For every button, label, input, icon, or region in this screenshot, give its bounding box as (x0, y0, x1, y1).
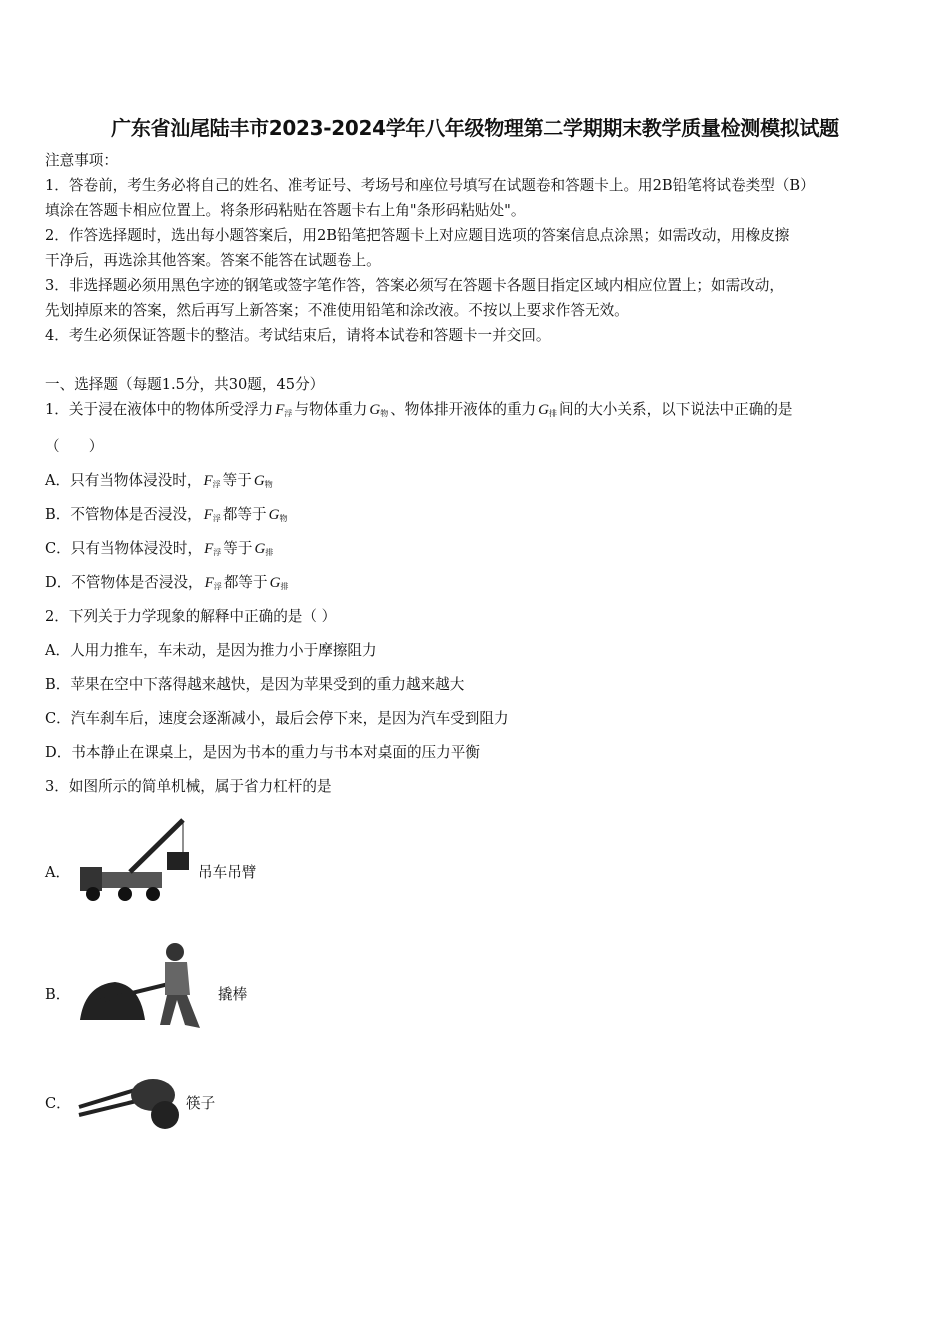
q1-option-b (45, 505, 289, 529)
notice-line: 2．作答选择题时，选出每小题答案后，用2B铅笔把答题卡上对应题目选项的答案信息点涂黑；如需改动，用橡皮擦 (45, 227, 790, 244)
symbol: F (203, 507, 213, 523)
text: 等于 (222, 472, 252, 489)
notice-line: 4．考生必须保证答题卡的整洁。考试结束后，请将本试卷和答题卡一并交回。 (45, 327, 551, 344)
text: 间的大小关系，以下说法中正确的是 (559, 401, 793, 418)
notice-line: 干净后，再选涂其他答案。答案不能答在试题卷上。 (45, 252, 381, 269)
q2-option-b: B．苹果在空中下落得越来越快，是因为苹果受到的重力越来越大 (45, 676, 465, 693)
text: C．只有当物体浸没时， (45, 540, 203, 557)
subscript: 物 (380, 409, 389, 418)
q3-option-a-letter: A． (45, 864, 71, 881)
q2-option-a: A．人用力推车，车未动，是因为推力小于摩擦阻力 (45, 642, 377, 659)
subscript: 排 (549, 409, 557, 418)
q3-option-a-caption: 吊车吊臂 (198, 864, 257, 881)
subscript: 物 (264, 480, 273, 489)
symbol: G (268, 507, 280, 523)
notice-heading: 注意事项： (45, 152, 118, 169)
question-1-stem (45, 400, 793, 424)
symbol: F (203, 473, 213, 489)
answer-parentheses: （ ） (45, 438, 104, 455)
chopsticks-image (75, 1065, 185, 1135)
notice-line: 先划掉原来的答案，然后再写上新答案；不准使用铅笔和涂改液。不按以上要求作答无效。 (45, 302, 629, 319)
section-heading: 一、选择题（每题1.5分，共30题，45分） (45, 376, 325, 393)
text: D．不管物体是否浸没， (45, 574, 203, 591)
q1-option-c (45, 539, 275, 563)
subscript: 浮 (284, 409, 293, 418)
crowbar-image (75, 940, 220, 1032)
symbol: F (204, 575, 214, 591)
question-2-stem: 2．下列关于力学现象的解释中正确的是（ ） (45, 608, 337, 625)
subscript: 浮 (212, 480, 221, 489)
subscript: 排 (280, 582, 289, 591)
q1-option-a (45, 471, 275, 495)
q2-option-d: D．书本静止在课桌上，是因为书本的重力与书本对桌面的压力平衡 (45, 744, 480, 761)
q2-option-c: C．汽车刹车后，速度会逐渐减小，最后会停下来，是因为汽车受到阻力 (45, 710, 509, 727)
q3-option-c-letter: C． (45, 1095, 71, 1112)
text: 都等于 (222, 506, 267, 523)
page-title: 广东省汕尾陆丰市2023-2024学年八年级物理第二学期期末教学质量检测模拟试题 (111, 116, 839, 140)
text: 都等于 (223, 574, 268, 591)
symbol: G (253, 473, 265, 489)
symbol: F (275, 402, 285, 418)
text: 1．关于浸在液体中的物体所受浮力 (45, 401, 274, 418)
text: 、物体排开液体的重力 (390, 401, 537, 418)
question-3-stem: 3．如图所示的简单机械，属于省力杠杆的是 (45, 778, 332, 795)
subscript: 浮 (212, 514, 221, 523)
symbol: G (269, 575, 281, 591)
subscript: 物 (279, 514, 288, 523)
symbol: G (254, 541, 266, 557)
symbol: G (369, 402, 381, 418)
notice-line: 1．答卷前，考生务必将自己的姓名、准考证号、考场号和座位号填写在试题卷和答题卡上。用2B铅笔将试卷类型（B） (45, 177, 815, 194)
q3-option-c-caption: 筷子 (186, 1095, 216, 1112)
q1-option-d (45, 573, 290, 597)
subscript: 浮 (213, 582, 222, 591)
subscript: 浮 (213, 548, 222, 557)
text: B．不管物体是否浸没， (45, 506, 202, 523)
text: A．只有当物体浸没时， (45, 472, 202, 489)
q3-option-b-caption: 撬棒 (218, 986, 248, 1003)
text: 与物体重力 (294, 401, 368, 418)
text: 等于 (223, 540, 253, 557)
crane-image (75, 812, 195, 907)
subscript: 排 (265, 548, 274, 557)
notice-line: 3．非选择题必须用黑色字迹的钢笔或签字笔作答，答案必须写在答题卡各题目指定区域内相应位置上；如需改动， (45, 277, 784, 294)
q3-option-b-letter: B． (45, 986, 71, 1003)
symbol: F (204, 541, 214, 557)
symbol: G (538, 402, 549, 418)
notice-line: 填涂在答题卡相应位置上。将条形码粘贴在答题卡右上角"条形码粘贴处"。 (45, 202, 526, 219)
